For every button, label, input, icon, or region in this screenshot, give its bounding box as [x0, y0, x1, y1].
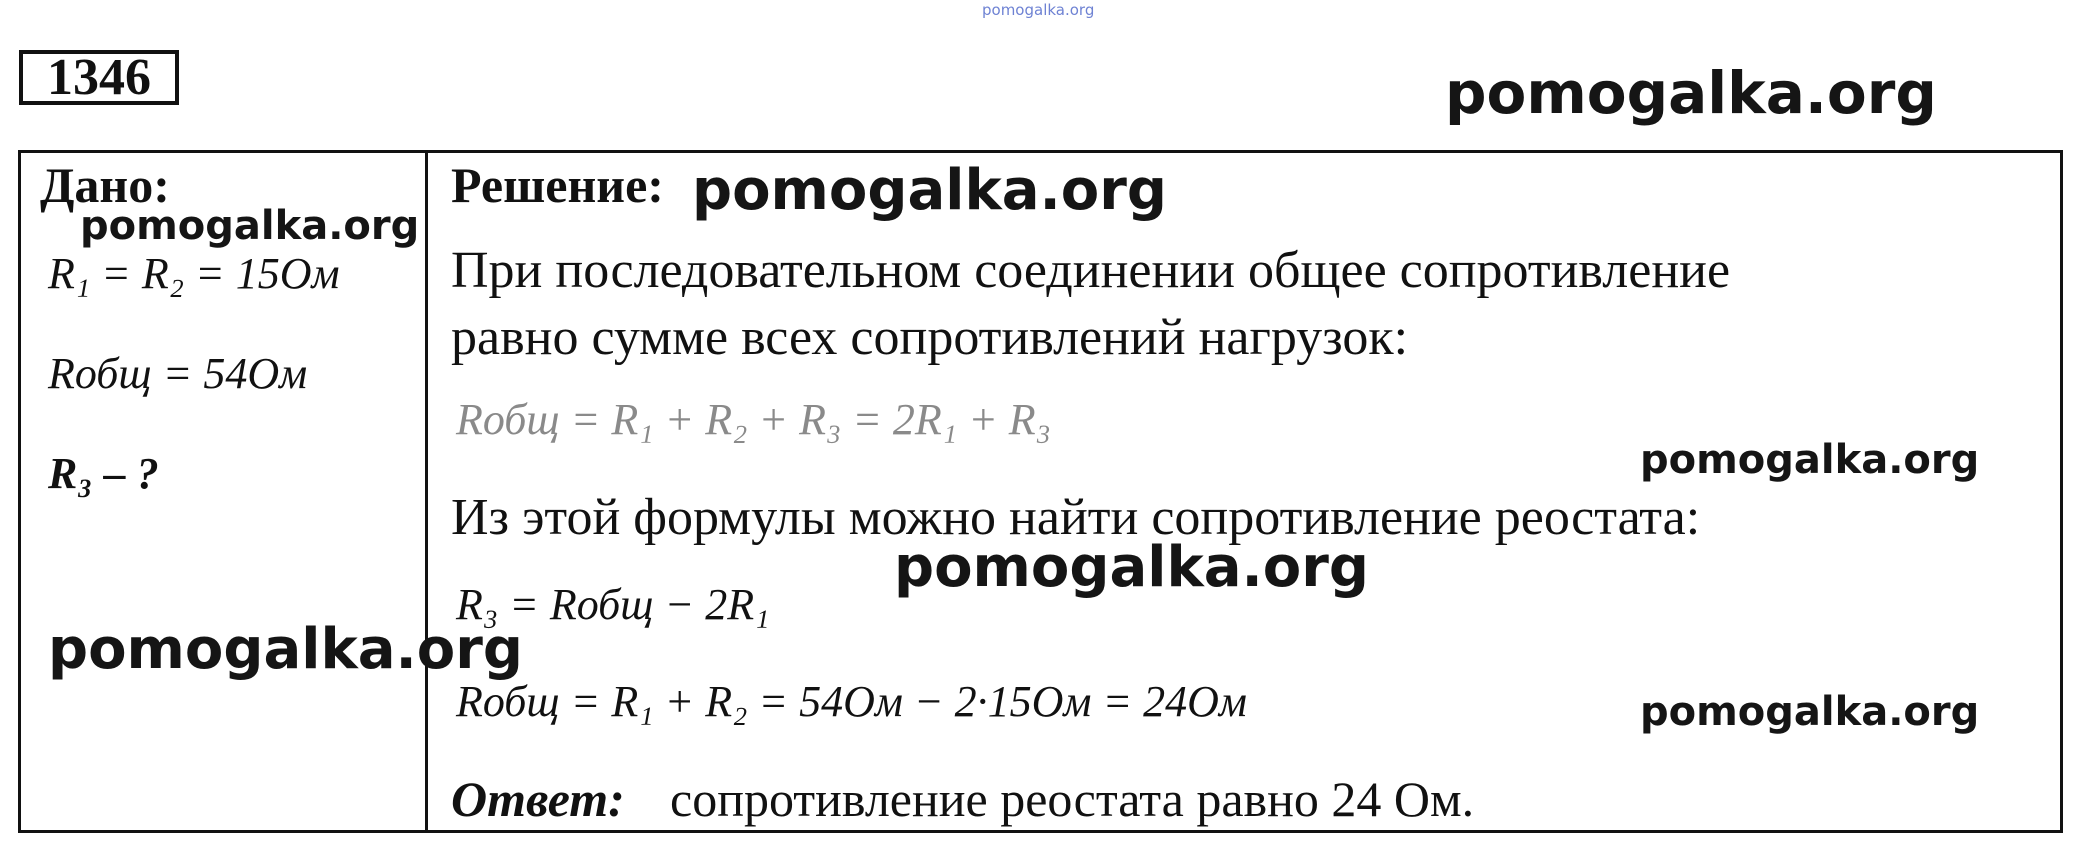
formula-r3: R₃ = Rобщ − 2R₁: [456, 580, 770, 629]
formula-total-resistance: Rобщ = R₁ + R₂ + R₃ = 2R₁ + R₃: [456, 395, 1051, 444]
watermark-left-big: pomogalka.org: [48, 617, 523, 682]
watermark-solution-heading: pomogalka.org: [692, 158, 1167, 223]
solution-paragraph1-line1: При последовательном соединении общее сопротивление: [451, 242, 1731, 299]
column-divider: [425, 150, 428, 833]
solution-paragraph1-line2: равно сумме всех сопротивлений нагрузок:: [451, 309, 1409, 366]
watermark-center: pomogalka.org: [894, 535, 1369, 600]
solution-paragraph2: Из этой формулы можно найти сопротивление реостата:: [451, 489, 1701, 546]
problem-number: 1346: [19, 50, 179, 105]
watermark-mid-right: pomogalka.org: [1640, 437, 1980, 483]
given-line-rtotal: Rобщ = 54Ом: [48, 349, 308, 398]
answer-label: Ответ:: [451, 771, 625, 827]
given-heading: Дано:: [40, 157, 170, 213]
given-line-r1-r2: R₁ = R₂ = 15Ом: [48, 249, 340, 298]
solution-heading: Решение:: [451, 157, 664, 213]
answer-text: сопротивление реостата равно 24 Ом.: [670, 771, 1475, 827]
formula-calculation: Rобщ = R₁ + R₂ = 54Ом − 2·15Ом = 24Ом: [456, 677, 1248, 726]
watermark-tiny: pomogalka.org: [982, 1, 1095, 19]
watermark-lower-right: pomogalka.org: [1640, 689, 1980, 735]
watermark-header: pomogalka.org: [1445, 59, 1937, 127]
given-line-unknown: R₃ – ?: [48, 449, 159, 498]
watermark-given: pomogalka.org: [80, 203, 420, 249]
